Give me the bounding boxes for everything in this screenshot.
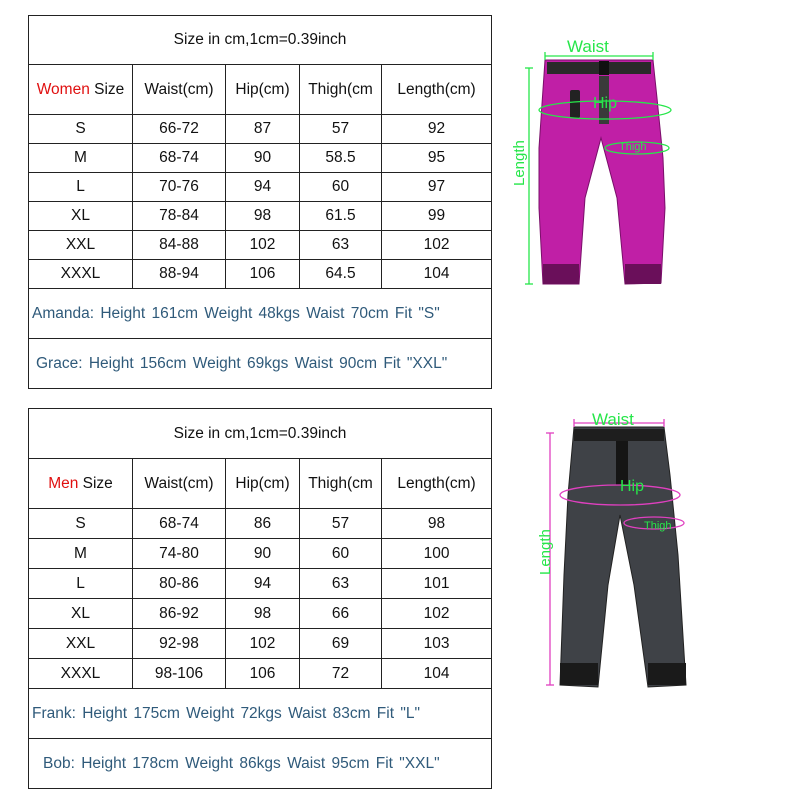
- cell: 102: [226, 231, 300, 260]
- women-pants-diagram: [505, 38, 685, 298]
- model-note-row: [29, 689, 492, 739]
- waist-label: Waist: [592, 410, 634, 429]
- length-column-header: Length(cm): [382, 65, 492, 115]
- cell: 106: [226, 659, 300, 689]
- table-caption-row: [29, 16, 492, 65]
- cell: 57: [300, 509, 382, 539]
- cell: 102: [382, 599, 492, 629]
- size-label: Size: [78, 474, 113, 492]
- model-note: Frank: Height 175cm Weight 72kgs Waist 83cm Fit "L": [29, 689, 492, 739]
- cell: XL: [29, 202, 133, 231]
- table-caption-row: [29, 409, 492, 459]
- size-column-header: [29, 65, 133, 115]
- waist-column-header: Waist(cm): [133, 459, 226, 509]
- cell: XXXL: [29, 260, 133, 289]
- size-label: Size: [89, 80, 125, 98]
- men-size-table: [28, 408, 492, 789]
- table-header-row: [29, 459, 492, 509]
- table-row: [29, 539, 492, 569]
- cell: XL: [29, 599, 133, 629]
- table-row: [29, 115, 492, 144]
- cell: L: [29, 173, 133, 202]
- cell: 66: [300, 599, 382, 629]
- cell: 104: [382, 659, 492, 689]
- cell: S: [29, 509, 133, 539]
- cell: XXXL: [29, 659, 133, 689]
- women-label: Women: [36, 80, 90, 98]
- cell: 84-88: [133, 231, 226, 260]
- belt-buckle: [599, 61, 609, 75]
- cell: 88-94: [133, 260, 226, 289]
- thigh-column-header: Thigh(cm: [300, 459, 382, 509]
- cell: 57: [300, 115, 382, 144]
- cell: 98: [226, 202, 300, 231]
- cell: 98: [382, 509, 492, 539]
- model-note-row: [29, 339, 492, 389]
- cell: 102: [226, 629, 300, 659]
- length-label: Length: [511, 140, 528, 186]
- cell: XXL: [29, 231, 133, 260]
- model-note-row: [29, 289, 492, 339]
- cuff: [560, 663, 598, 685]
- cell: 80-86: [133, 569, 226, 599]
- cell: 72: [300, 659, 382, 689]
- cell: 98-106: [133, 659, 226, 689]
- cell: 92: [382, 115, 492, 144]
- cell: 68-74: [133, 144, 226, 173]
- men-pants-diagram: [520, 405, 700, 695]
- cell: 97: [382, 173, 492, 202]
- length-column-header: Length(cm): [382, 459, 492, 509]
- thigh-column-header: Thigh(cm: [300, 65, 382, 115]
- cell: 95: [382, 144, 492, 173]
- pocket: [570, 90, 580, 118]
- hip-label: Hip: [593, 95, 618, 112]
- hip-column-header: Hip(cm): [226, 459, 300, 509]
- table-caption: Size in cm,1cm=0.39inch: [29, 409, 492, 459]
- length-label: Length: [537, 529, 554, 575]
- table-row: [29, 509, 492, 539]
- cell: 94: [226, 173, 300, 202]
- men-pants-svg: [520, 405, 700, 695]
- table-row: [29, 659, 492, 689]
- cell: 92-98: [133, 629, 226, 659]
- model-note: Amanda: Height 161cm Weight 48kgs Waist 70cm Fit "S": [29, 289, 492, 339]
- table-row: [29, 629, 492, 659]
- hip-label: Hip: [620, 478, 645, 495]
- cell: 60: [300, 173, 382, 202]
- table-row: [29, 599, 492, 629]
- hip-column-header: Hip(cm): [226, 65, 300, 115]
- cell: 63: [300, 231, 382, 260]
- table-row: [29, 231, 492, 260]
- cell: 69: [300, 629, 382, 659]
- cell: 58.5: [300, 144, 382, 173]
- men-label: Men: [48, 474, 79, 492]
- table-row: [29, 260, 492, 289]
- cell: 87: [226, 115, 300, 144]
- model-note: Grace: Height 156cm Weight 69kgs Waist 90cm Fit "XXL": [29, 339, 492, 389]
- waist-column-header: Waist(cm): [133, 65, 226, 115]
- cell: 98: [226, 599, 300, 629]
- belt: [574, 429, 664, 441]
- cuff: [648, 663, 686, 685]
- cell: 68-74: [133, 509, 226, 539]
- table-caption: Size in cm,1cm=0.39inch: [29, 16, 492, 65]
- cell: M: [29, 539, 133, 569]
- cell: 103: [382, 629, 492, 659]
- cuff: [543, 264, 579, 284]
- size-column-header: [29, 459, 133, 509]
- table-row: [29, 569, 492, 599]
- cell: 94: [226, 569, 300, 599]
- cell: 99: [382, 202, 492, 231]
- cell: 60: [300, 539, 382, 569]
- table-row: [29, 173, 492, 202]
- model-note: Bob: Height 178cm Weight 86kgs Waist 95cm Fit "XXL": [29, 739, 492, 789]
- cell: XXL: [29, 629, 133, 659]
- cell: 86-92: [133, 599, 226, 629]
- table-row: [29, 202, 492, 231]
- cell: 70-76: [133, 173, 226, 202]
- cuff: [625, 264, 661, 284]
- cell: L: [29, 569, 133, 599]
- cell: 90: [226, 144, 300, 173]
- cell: 101: [382, 569, 492, 599]
- cell: 61.5: [300, 202, 382, 231]
- cell: 102: [382, 231, 492, 260]
- cell: 78-84: [133, 202, 226, 231]
- women-pants-svg: [505, 38, 685, 298]
- cell: 64.5: [300, 260, 382, 289]
- cell: 100: [382, 539, 492, 569]
- cell: 66-72: [133, 115, 226, 144]
- cell: M: [29, 144, 133, 173]
- women-size-table: [28, 15, 492, 389]
- table-row: [29, 144, 492, 173]
- cell: S: [29, 115, 133, 144]
- waist-label: Waist: [567, 38, 609, 56]
- cell: 74-80: [133, 539, 226, 569]
- thigh-label: Thigh: [619, 141, 647, 153]
- table-header-row: [29, 65, 492, 115]
- cell: 63: [300, 569, 382, 599]
- thigh-label: Thigh: [644, 520, 672, 532]
- cell: 106: [226, 260, 300, 289]
- model-note-row: [29, 739, 492, 789]
- cell: 104: [382, 260, 492, 289]
- cell: 90: [226, 539, 300, 569]
- cell: 86: [226, 509, 300, 539]
